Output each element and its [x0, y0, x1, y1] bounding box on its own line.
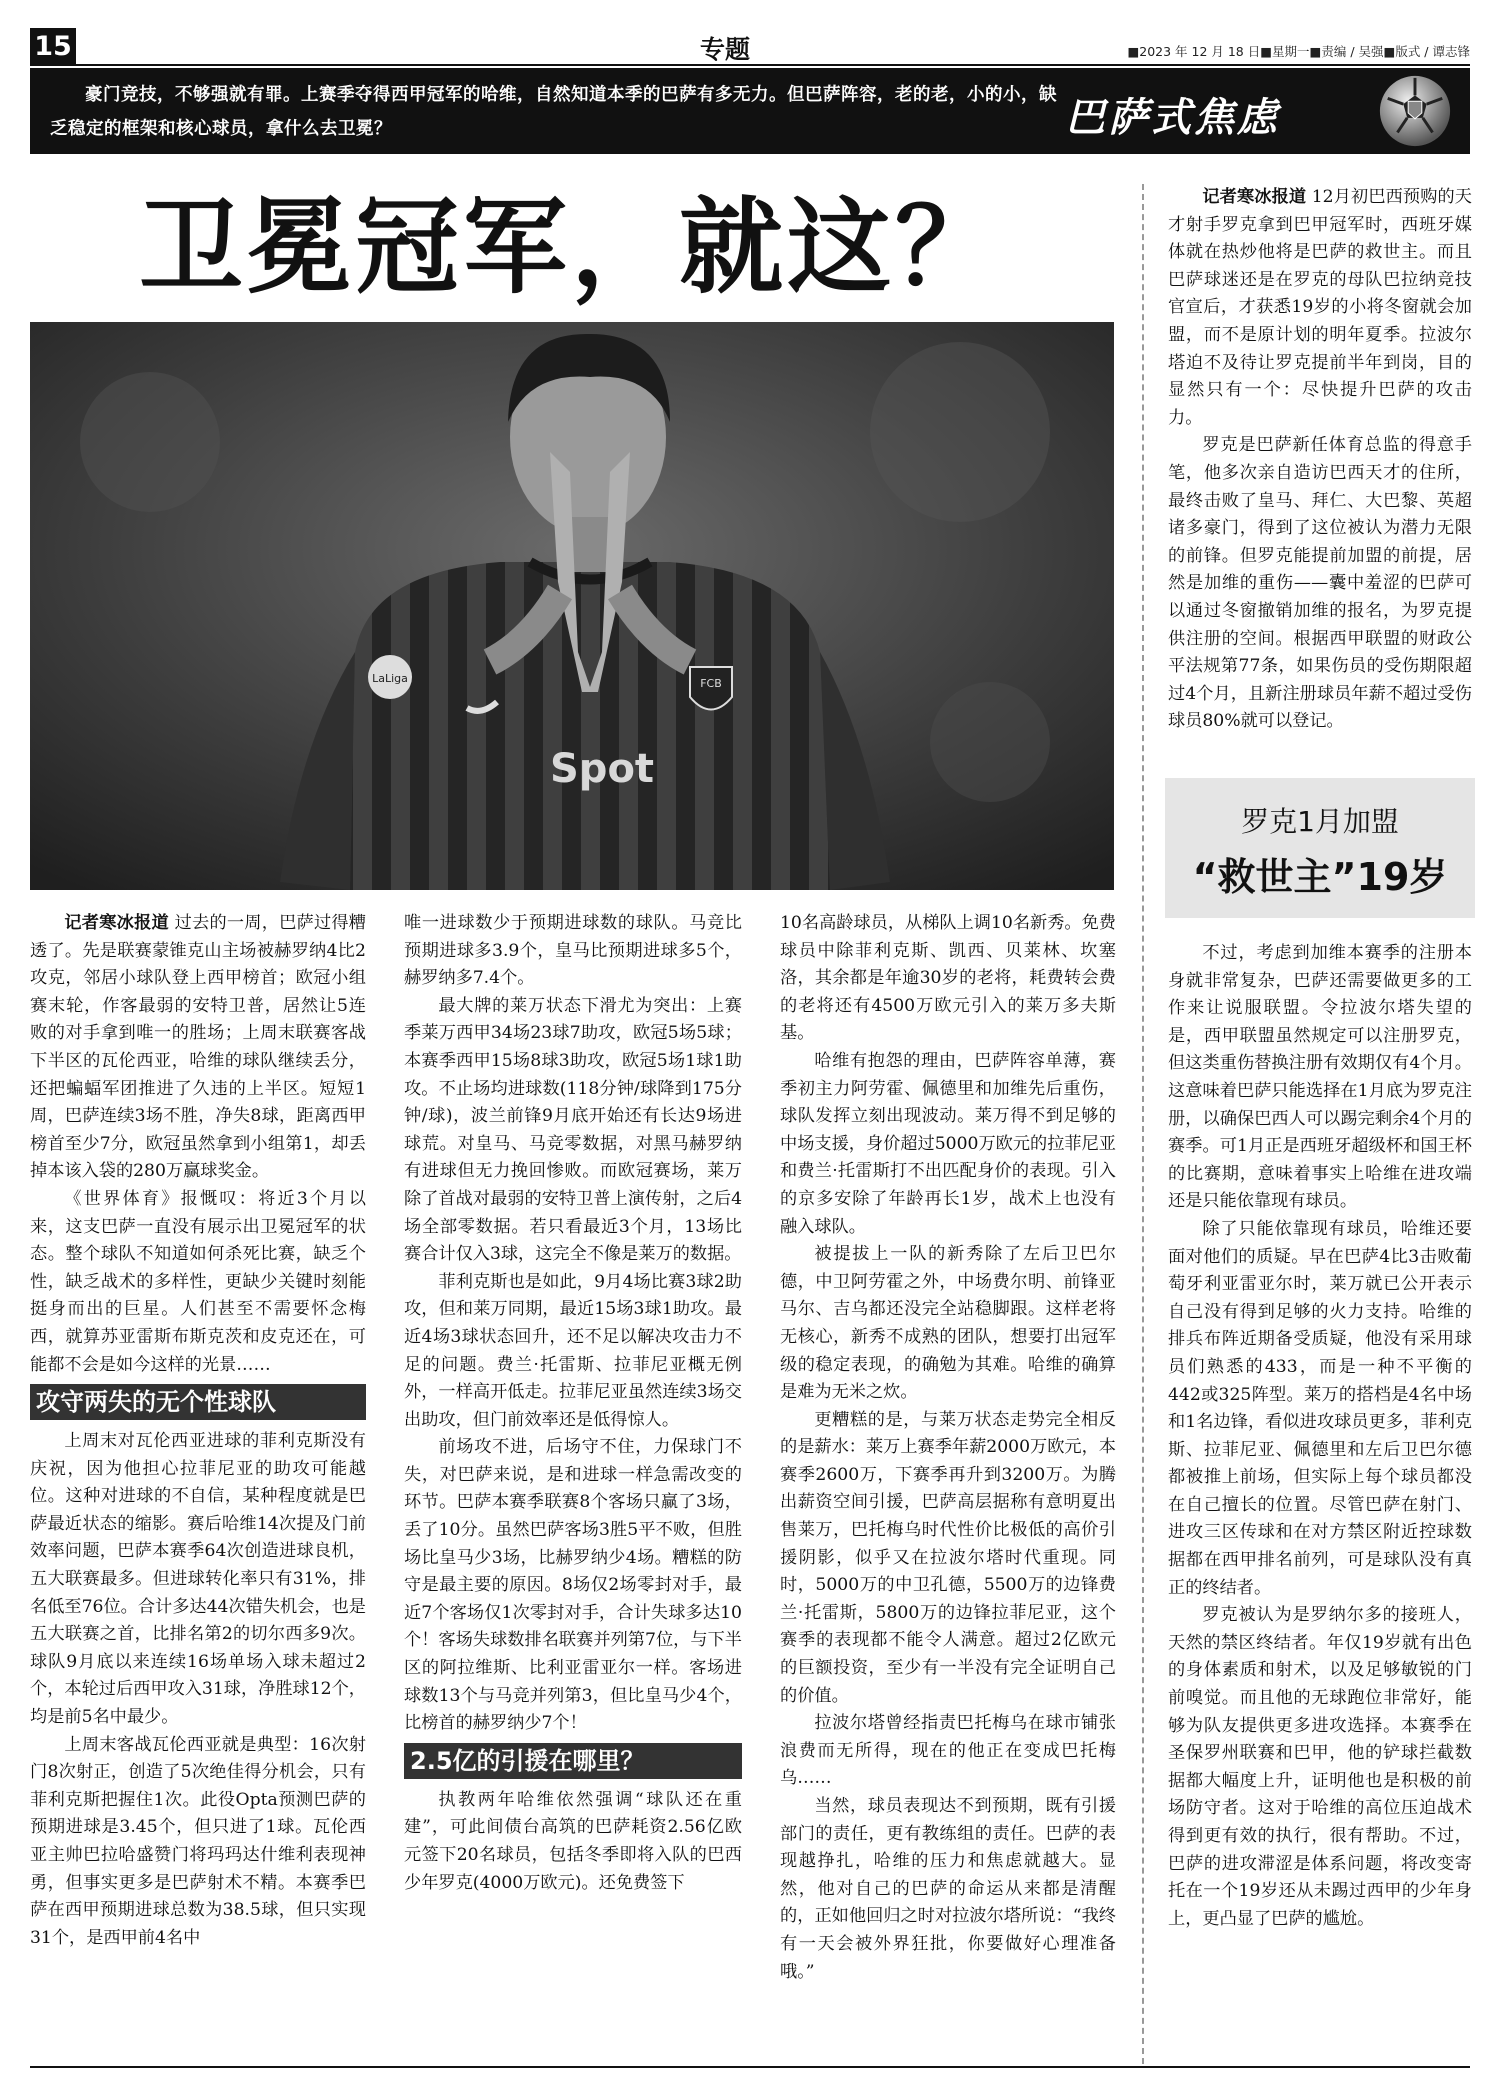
paragraph: 唯一进球数少于预期进球数的球队。马竞比预期进球多3.9个，皇马比预期进球多5个，赫罗纳多7.4个。	[404, 913, 742, 989]
paragraph: 哈维有抱怨的理由，巴萨阵容单薄，赛季初主力阿劳霍、佩德里和加维先后重伤，球队发挥立刻出现波动。莱万得不到足够的中场支援，身价超过5000万欧元的拉菲尼亚和费兰·托雷斯打不出匹配身价的表现。引入的京多安除了年龄再长1岁，战术上也没有融入球队。	[780, 1050, 1116, 1237]
player-photo	[30, 322, 1114, 890]
paragraph: 执教两年哈维依然强调“球队还在重建”，可此间债台高筑的巴萨耗资2.56亿欧元签下20名球员，包括冬季即将入队的巴西少年罗克(4000万欧元)。还免费签下	[404, 1789, 742, 1893]
paragraph: 前场攻不进，后场守不住，力保球门不失，对巴萨来说，是和进球一样急需改变的环节。巴萨本赛季联赛8个客场只赢了3场，丢了10分。虽然巴萨客场3胜5平不败，但胜场比皇马少3场，比赫罗纳少4场。糟糕的防守是最主要的原因。8场仅2场零封对手，最近7个客场仅1次零封对手，合计失球多达10个！客场失球数排名联赛并列第7位，与下半区的阿拉维斯、比利亚雷亚尔一样。客场进球数13个与马竞并列第3，但比皇马少4个，比榜首的赫罗纳少7个！	[404, 1437, 742, 1734]
football-icon	[1376, 72, 1454, 150]
article-column-2	[404, 910, 742, 1897]
paragraph: 拉波尔塔曾经指责巴托梅乌在球市铺张浪费而无所得，现在的他正在变成巴托梅乌……	[780, 1713, 1116, 1789]
shirt-sponsor: Spot	[550, 746, 655, 792]
club-crest-icon	[690, 667, 732, 710]
club-crest-text: FCB	[700, 677, 722, 690]
paragraph: 《世界体育》报慨叹：将近3个月以来，这支巴萨一直没有展示出卫冕冠军的状态。整个球队不知道如何杀死比赛，缺乏个性，缺乏战术的多样性，更缺少关键时刻能挺身而出的巨星。人们甚至不需要怀念梅西，就算苏亚雷斯布斯克茨和皮克还在，可能都不会是如今这样的光景……	[30, 1188, 366, 1375]
paragraph: 上周末对瓦伦西亚进球的菲利克斯没有庆祝，因为他担心拉菲尼亚的助攻可能越位。这种对进球的不自信，某种程度就是巴萨最近状态的缩影。赛后哈维14次提及门前效率问题，巴萨本赛季64次创造进球良机，五大联赛最多。但进球转化率只有31%，排名低至76位。合计多达44次错失机会，也是五大联赛之首，比排名第2的切尔西多9次。球队9月底以来连续16场单场入球未超过2个，本轮过后西甲攻入31球，净胜球12个，均是前5名中最少。	[30, 1431, 366, 1728]
byline: 记者寒冰报道	[1202, 187, 1307, 207]
league-patch-text: LaLiga	[372, 672, 408, 685]
side-article-top	[1168, 184, 1472, 736]
banner-lead: 豪门竞技，不够强就有罪。上赛季夺得西甲冠军的哈维，自然知道本季的巴萨有多无力。但巴萨阵容，老的老，小的小，缺乏稳定的框架和核心球员，拿什么去卫冕？	[50, 85, 1057, 139]
paragraph: 过去的一周，巴萨过得糟透了。先是联赛蒙锥克山主场被赫罗纳4比2攻克，邻居小球队登上西甲榜首；欧冠小组赛末轮，作客最弱的安特卫普，居然让5连败的对手拿到唯一的胜场；上周末联赛客战下半区的瓦伦西亚，哈维的球队继续丢分，还把蝙蝠军团推进了久违的上半区。短短1周，巴萨连续3场不胜，净失8球，距离西甲榜首至少7分，欧冠虽然拿到小组第1，却丢掉本该入袋的280万赢球奖金。	[30, 913, 366, 1182]
page-number: 15	[30, 28, 76, 64]
paragraph: 上周末客战瓦伦西亚就是典型：16次射门8次射正，创造了5次绝佳得分机会，只有菲利克斯把握住1次。此役Opta预测巴萨的预期进球是3.45个，但只进了1球。瓦伦西亚主帅巴拉哈盛赞门将玛玛达什维利表现神勇，但事实更多是巴萨射术不精。本赛季巴萨在西甲预期进球总数为38.5球，但只实现31个，是西甲前4名中	[30, 1734, 366, 1948]
header-rule	[30, 64, 1470, 66]
paragraph: 更糟糕的是，与莱万状态走势完全相反的是薪水：莱万上赛季年薪2000万欧元，本赛季2600万，下赛季再升到3200万。为腾出薪资空间引援，巴萨高层据称有意明夏出售莱万，巴托梅乌时代性价比极低的高价引援阴影，似乎又在拉波尔塔时代重现。同时，5000万的中卫孔德，5500万的边锋费兰·托雷斯，5800万的边锋拉菲尼亚，这个赛季的表现都不能令人满意。超过2亿欧元的巨额投资，至少有一半没有完全证明自己的价值。	[780, 1409, 1116, 1706]
side-headline-box	[1165, 778, 1475, 918]
dateline: ■2023 年 12 月 18 日■星期一■责编 / 吴强■版式 / 谭志锋	[1127, 44, 1470, 59]
subhead: 2.5亿的引援在哪里？	[404, 1743, 742, 1779]
byline: 记者寒冰报道	[64, 913, 169, 933]
subhead: 攻守两失的无个性球队	[30, 1384, 366, 1420]
article-column-3	[780, 910, 1116, 1986]
paragraph: 当然，球员表现达不到预期，既有引援部门的责任，更有教练组的责任。巴萨的表现越挣扎，哈维的压力和焦虑就越大。显然，他对自己的巴萨的命运从来都是清醒的，正如他回归之时对拉波尔塔所说：“我终有一天会被外界狂批，你要做好心理准备哦。”	[780, 1796, 1116, 1982]
headline: 卫冕冠军，就这？	[138, 185, 1003, 308]
paragraph: 罗克被认为是罗纳尔多的接班人，天然的禁区终结者。年仅19岁就有出色的身体素质和射术，以及足够敏锐的门前嗅觉。而且他的无球跑位非常好，能够为队友提供更多进攻选择。本赛季在圣保罗州联赛和巴甲，他的铲球拦截数据都大幅度上升，证明他也是积极的前场防守者。这对于哈维的高位压迫战术得到更有效的执行，很有帮助。不过，巴萨的进攻滞涩是体系问题，将改变寄托在一个19岁还从未踢过西甲的少年身上，更凸显了巴萨的尴尬。	[1168, 1605, 1472, 1929]
paragraph: 12月初巴西预购的天才射手罗克拿到巴甲冠军时，西班牙媒体就在热炒他将是巴萨的救世主。而且巴萨球迷还是在罗克的母队巴拉纳竞技官宣后，才获悉19岁的小将冬窗就会加盟，而不是原计划的明年夏季。拉波尔塔迫不及待让罗克提前半年到岗，目的显然只有一个：尽快提升巴萨的攻击力。	[1168, 187, 1472, 428]
banner-title: 巴萨式焦虑	[1065, 94, 1280, 141]
paragraph: 除了只能依靠现有球员，哈维还要面对他们的质疑。早在巴萨4比3击败葡萄牙利亚雷亚尔时，莱万就已公开表示自己没有得到足够的火力支持。哈维的排兵布阵近期备受质疑，他没有采用球员们熟悉的433，而是一种不平衡的442或325阵型。莱万的搭档是4名中场和1名边锋，看似进攻球员更多，菲利克斯、拉菲尼亚、佩德里和左后卫巴尔德都被推上前场，但实际上每个球员都没在自己擅长的位置。尽管巴萨在射门、进攻三区传球和在对方禁区附近控球数据都在西甲排名前列，可是球队没有真正的终结者。	[1168, 1218, 1472, 1598]
paragraph: 罗克是巴萨新任体育总监的得意手笔，他多次亲自造访巴西天才的住所，最终击败了皇马、拜仁、大巴黎、英超诸多豪门，得到了这位被认为潜力无限的前锋。但罗克能提前加盟的前提，居然是加维的重伤——囊中羞涩的巴萨可以通过冬窗撤销加维的报名，为罗克提供注册的空间。根据西甲联盟的财政公平法规第77条，如果伤员的受伤期限超过4个月，且新注册球员年薪不超过受伤球员80%就可以登记。	[1168, 435, 1472, 732]
topic-banner	[30, 68, 1470, 154]
paragraph: 最大牌的莱万状态下滑尤为突出：上赛季莱万西甲34场23球7助攻，欧冠5场5球；本赛季西甲15场8球3助攻，欧冠5场1球1助攻。不止场均进球数(118分钟/球降到175分钟/球)，波兰前锋9月底开始还有长达9场进球荒。对皇马、马竞零数据，对黑马赫罗纳有进球但无力挽回惨败。而欧冠赛场，莱万除了首战对最弱的安特卫普上演传射，之后4场全部零数据。若只看最近3个月，13场比赛合计仅入3球，这完全不像是莱万的数据。	[404, 995, 742, 1265]
paragraph: 菲利克斯也是如此，9月4场比赛3球2助攻，但和莱万同期，最近15场3球1助攻。最近4场3球状态回升，还不足以解决攻击力不足的问题。费兰·托雷斯、拉菲尼亚概无例外，一样高开低走。拉菲尼亚虽然连续3场交出助攻，但门前效率还是低得惊人。	[404, 1271, 742, 1430]
section-label: 专题	[700, 35, 751, 64]
side-headline-main: “救世主”19岁	[1192, 855, 1448, 899]
paragraph: 被提拔上一队的新秀除了左后卫巴尔德，中卫阿劳霍之外，中场费尔明、前锋亚马尔、吉乌都还没完全站稳脚跟。这样老将无核心，新秀不成熟的团队，想要打出冠军级的稳定表现，的确勉为其难。哈维的确算是难为无米之炊。	[780, 1244, 1116, 1403]
column-divider	[1142, 184, 1144, 2064]
paragraph: 10名高龄球员，从梯队上调10名新秀。免费球员中除菲利克斯、凯西、贝莱林、坎塞洛，其余都是年逾30岁的老将，耗费转会费的老将还有4500万欧元引入的莱万多夫斯基。	[780, 913, 1116, 1044]
side-headline-kicker: 罗克1月加盟	[1241, 805, 1399, 838]
side-article-bottom	[1168, 940, 1472, 1933]
footer-rule	[30, 2066, 1470, 2068]
paragraph: 不过，考虑到加维本赛季的注册本身就非常复杂，巴萨还需要做更多的工作来让说服联盟。令拉波尔塔失望的是，西甲联盟虽然规定可以注册罗克，但这类重伤替换注册有效期仅有4个月。这意味着巴萨只能选择在1月底为罗克注册，以确保巴西人可以踢完剩余4个月的赛季。可1月正是西班牙超级杯和国王杯的比赛期，意味着事实上哈维在进攻端还是只能依靠现有球员。	[1168, 943, 1472, 1212]
article-column-1	[30, 910, 366, 1952]
